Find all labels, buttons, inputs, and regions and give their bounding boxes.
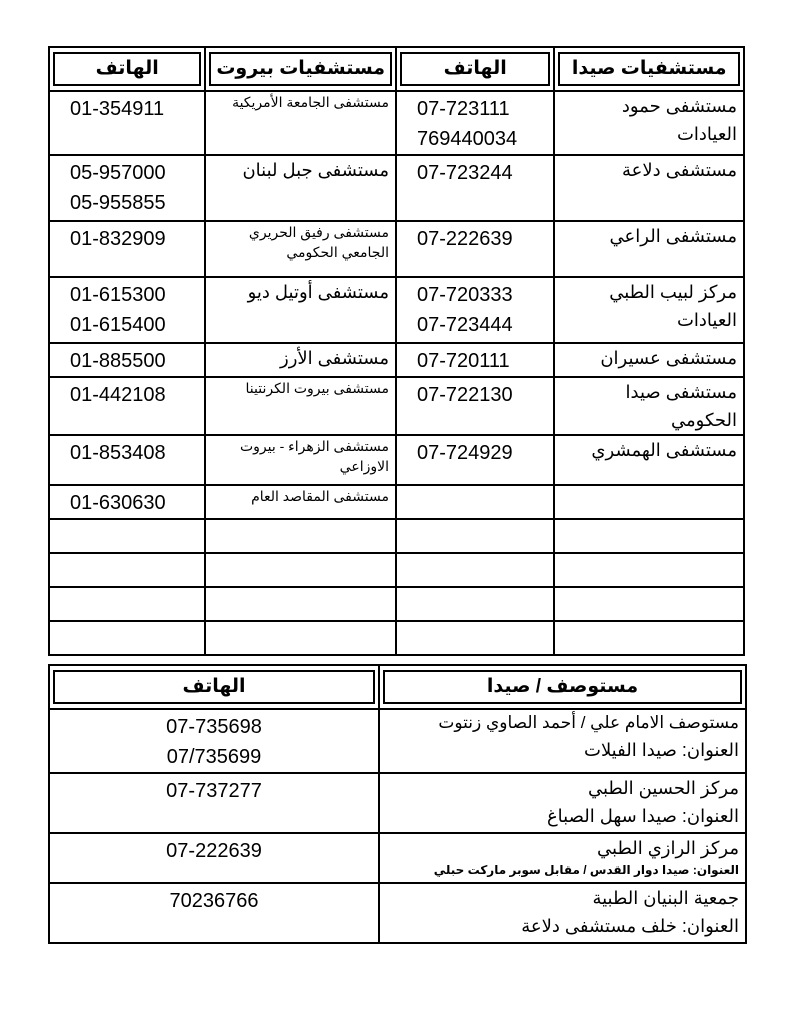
empty-cell: [396, 519, 554, 553]
empty-cell: [49, 587, 205, 621]
hospital-row: [49, 377, 744, 435]
beirut-hospital-line: مستشفى المقاصد العام: [251, 488, 389, 504]
dispensary-address: العنوان: خلف مستشفى دلاعة: [521, 916, 739, 936]
empty-row: [49, 621, 744, 655]
hospital-row: [49, 221, 744, 277]
saida-hospital-cell: [554, 221, 744, 277]
dispensary-name-cell: [379, 833, 746, 883]
dispensary-name: جمعية البنيان الطبية: [592, 888, 739, 908]
dispensary-address: العنوان: صيدا دوار القدس / مقابل سوبر ماركت حبلي: [433, 863, 739, 877]
beirut-phone-line: 01-853408: [70, 442, 166, 464]
saida-hospital-line: العيادات: [676, 124, 737, 144]
saida-hospitals-header: مستشفيات صيدا: [554, 47, 744, 91]
dispensary-phone-header: الهاتف: [49, 665, 379, 709]
beirut-phone-line: 01-885500: [70, 350, 166, 372]
dispensary-name-header: مستوصف / صيدا: [379, 665, 746, 709]
beirut-hospital-line: مستشفى الزهراء - بيروت: [239, 438, 389, 454]
beirut-phone-cell: [49, 155, 205, 221]
empty-cell: [49, 553, 205, 587]
saida-phone-line: 769440034: [416, 128, 518, 150]
beirut-hospital-line: الجامعي الحكومي: [286, 244, 389, 260]
dispensaries-table: [48, 664, 747, 944]
empty-cell: [205, 553, 396, 587]
empty-cell: [396, 621, 554, 655]
saida-phone-line: 07-723111: [416, 98, 510, 120]
saida-phone-line: 07-723244: [416, 162, 513, 184]
empty-cell: [554, 587, 744, 621]
beirut-hospital-line: مستشفى أوتيل ديو: [247, 282, 389, 302]
saida-hospital-line: مستشفى دلاعة: [622, 160, 737, 180]
hospital-row: [49, 91, 744, 155]
beirut-phone-header: الهاتف: [49, 47, 205, 91]
saida-hospital-cell: [554, 485, 744, 519]
saida-phone-cell: [396, 221, 554, 277]
saida-hospital-line: مركز لبيب الطبي: [609, 282, 737, 302]
saida-hospital-cell: [554, 155, 744, 221]
beirut-hospital-cell: [205, 485, 396, 519]
dispensary-phone-line: 07-737277: [166, 780, 262, 802]
dispensary-address: العنوان: صيدا الفيلات: [584, 740, 739, 760]
beirut-hospital-cell: [205, 343, 396, 377]
dispensary-phone-line: 07-735698: [166, 716, 262, 738]
empty-cell: [205, 621, 396, 655]
beirut-hospital-line: مستشفى بيروت الكرنتينا: [245, 380, 389, 396]
beirut-phone-line: 01-615400: [70, 314, 166, 336]
empty-cell: [554, 519, 744, 553]
beirut-hospital-line: الاوزاعي: [339, 458, 389, 474]
beirut-phone-line: 01-442108: [70, 384, 166, 406]
saida-hospital-cell: [554, 343, 744, 377]
dispensary-phone-cell: [49, 833, 379, 883]
empty-row: [49, 519, 744, 553]
beirut-phone-line: 01-615300: [70, 284, 166, 306]
saida-phone-line: 07-222639: [416, 228, 513, 250]
hospital-row: [49, 155, 744, 221]
beirut-phone-cell: [49, 277, 205, 343]
saida-phone-line: 07-723444: [416, 314, 513, 336]
beirut-phone-cell: [49, 377, 205, 435]
hospital-row: [49, 435, 744, 485]
saida-hospital-line: مستشفى الراعي: [609, 226, 737, 246]
saida-phone-header: الهاتف: [396, 47, 554, 91]
saida-phone-line: 07-720333: [416, 284, 513, 306]
beirut-hospital-cell: [205, 91, 396, 155]
empty-cell: [554, 621, 744, 655]
saida-hospital-cell: [554, 377, 744, 435]
saida-phone-cell: [396, 155, 554, 221]
empty-cell: [396, 587, 554, 621]
dispensary-row: [49, 773, 746, 833]
dispensary-name: مركز الحسين الطبي: [587, 778, 739, 798]
empty-cell: [205, 519, 396, 553]
saida-phone-cell: [396, 435, 554, 485]
dispensaries-header-row: [49, 665, 746, 709]
beirut-phone-line: 05-957000: [70, 162, 166, 184]
beirut-phone-line: 01-630630: [70, 492, 166, 514]
beirut-hospital-line: مستشفى رفيق الحريري: [248, 224, 389, 240]
beirut-phone-line: 01-832909: [70, 228, 166, 250]
beirut-phone-cell: [49, 221, 205, 277]
saida-hospital-line: العيادات: [676, 310, 737, 330]
saida-phone-cell: [396, 277, 554, 343]
dispensary-row: [49, 833, 746, 883]
saida-phone-cell: [396, 485, 554, 519]
beirut-hospital-line: مستشفى جبل لبنان: [242, 160, 389, 180]
hospitals-table: [48, 46, 745, 656]
beirut-phone-cell: [49, 435, 205, 485]
beirut-hospital-cell: [205, 277, 396, 343]
dispensary-phone-cell: [49, 773, 379, 833]
empty-cell: [205, 587, 396, 621]
dispensary-phone-line: 07-222639: [166, 840, 262, 862]
saida-hospital-line: مستشفى حمود: [621, 96, 737, 116]
saida-phone-cell: [396, 377, 554, 435]
dispensary-row: [49, 883, 746, 943]
dispensary-phone-line: 07/735699: [166, 746, 262, 768]
saida-hospital-cell: [554, 91, 744, 155]
hospital-row: [49, 277, 744, 343]
dispensary-phone-line: 70236766: [169, 890, 259, 912]
saida-phone-cell: [396, 343, 554, 377]
saida-phone-cell: [396, 91, 554, 155]
beirut-phone-line: 05-955855: [70, 192, 166, 214]
saida-phone-line: 07-720111: [416, 350, 510, 372]
dispensary-name-cell: [379, 883, 746, 943]
saida-hospital-cell: [554, 435, 744, 485]
beirut-phone-cell: [49, 485, 205, 519]
empty-cell: [396, 553, 554, 587]
hospitals-header-row: [49, 47, 744, 91]
empty-row: [49, 553, 744, 587]
dispensary-name-cell: [379, 773, 746, 833]
beirut-hospital-cell: [205, 435, 396, 485]
dispensary-name: مستوصف الامام علي / أحمد الصاوي زنتوت: [438, 713, 739, 732]
beirut-hospital-cell: [205, 221, 396, 277]
dispensary-row: [49, 709, 746, 773]
saida-phone-line: 07-724929: [416, 442, 513, 464]
empty-row: [49, 587, 744, 621]
dispensary-phone-cell: [49, 883, 379, 943]
beirut-hospital-line: مستشفى الأرز: [280, 348, 389, 368]
empty-cell: [554, 553, 744, 587]
saida-hospital-line: مستشفى صيدا الحكومي: [625, 382, 737, 430]
beirut-hospitals-header: مستشفيات بيروت: [205, 47, 396, 91]
hospital-row: [49, 343, 744, 377]
saida-hospital-line: مستشفى عسيران: [600, 348, 737, 368]
beirut-hospital-cell: [205, 377, 396, 435]
beirut-phone-cell: [49, 91, 205, 155]
dispensary-name: مركز الرازي الطبي: [597, 838, 739, 858]
dispensary-phone-cell: [49, 709, 379, 773]
saida-hospital-line: مستشفى الهمشري: [591, 440, 737, 460]
saida-hospital-cell: [554, 277, 744, 343]
saida-phone-line: 07-722130: [416, 384, 513, 406]
beirut-hospital-cell: [205, 155, 396, 221]
hospital-row: [49, 485, 744, 519]
empty-cell: [49, 519, 205, 553]
beirut-phone-cell: [49, 343, 205, 377]
beirut-phone-line: 01-354911: [70, 98, 165, 120]
beirut-hospital-line: مستشفى الجامعة الأمريكية: [232, 94, 389, 110]
dispensary-name-cell: [379, 709, 746, 773]
dispensary-address: العنوان: صيدا سهل الصباغ: [546, 806, 739, 826]
empty-cell: [49, 621, 205, 655]
